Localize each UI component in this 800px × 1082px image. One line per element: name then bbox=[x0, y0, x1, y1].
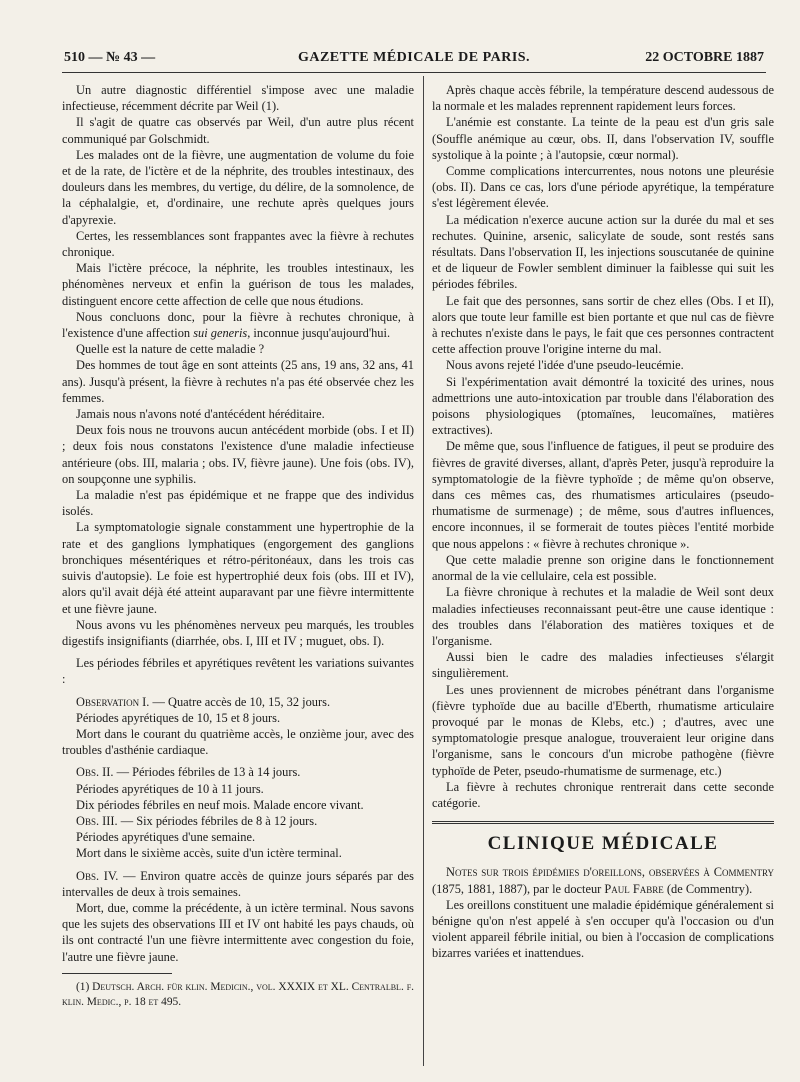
paragraph: Les périodes fébriles et apyrétiques revêtent les variations suivantes : bbox=[62, 656, 414, 687]
paragraph: Mort, due, comme la précédente, à un ictère terminal. Nous savons que les sujets des observations III et IV ont habité les pays chauds, où ils ont contracté l'un une fièvre intermittente avec congestion du foie, l'autre une fièvre jaune. bbox=[62, 900, 414, 964]
observation-label: Observation I. bbox=[76, 694, 150, 709]
paragraph: Nous avons rejeté l'idée d'une pseudo-leucémie. bbox=[446, 358, 684, 373]
text-run: (1875, 1881, 1887), par le docteur bbox=[432, 881, 605, 896]
paragraph: De même que, sous l'influence de fatigues, il peut se produire des fièvres de gravité diverses, allant, d'après Peter, jusqu'à reproduire la symptomatologie de la fièvre typhoïde ; de même qu'on observe, dans ces mêmes cas, des rhumatismes articulaires (pseudo-rhumatisme de surmenage) ; de même, sous d'autres influences, encore inconnues, il se formerait de toutes pièces l'entité morbide que nous appelons : « fièvre à rechutes chronique ». bbox=[432, 439, 774, 551]
page-header bbox=[62, 50, 766, 73]
text-run: Centralbl. f. klin. Medic., p. 18 et 495. bbox=[62, 980, 414, 1008]
paragraph: Aussi bien le cadre des maladies infectieuses s'élargit singulièrement. bbox=[432, 650, 774, 681]
text-run: , inconnue jusqu'aujourd'hui. bbox=[247, 326, 391, 341]
paragraph: Périodes apyrétiques d'une semaine. bbox=[76, 830, 256, 845]
paragraph: La fièvre à rechutes chronique rentrerait dans cette seconde catégorie. bbox=[432, 779, 774, 810]
paragraph: Deux fois nous ne trouvons aucun antécédent morbide (obs. I et II) ; deux fois nous constatons l'existence d'une maladie infectieuse antérieure (obs. III, malaria ; obs. IV, fièvre jaune). Une fois (obs. IV), on soupçonne une syphilis. bbox=[62, 423, 414, 486]
text-run: — Six périodes fébriles de 8 à 12 jours. bbox=[117, 813, 318, 828]
observation-label: Obs. II. bbox=[76, 765, 114, 780]
paragraph: Le fait que des personnes, sans sortir de chez elles (Obs. I et II), alors que toute leur famille est bien portante et que nul cas de fièvre à rechutes n'existe dans le pays, le fait que ces personnes contractent cette affection prouve l'origine interne du mal. bbox=[432, 293, 774, 357]
observation-4 bbox=[62, 868, 414, 900]
paragraph: Un autre diagnostic différentiel s'impose avec une maladie infectieuse, récemment décrite par Weil (1). bbox=[62, 83, 414, 114]
paragraph: La symptomatologie signale constamment une hypertrophie de la rate et des ganglions lymphatiques (engorgement des ganglions bronchiques mésentériques et rétro-péritonéaux, dans les trois cas suivis d'autopsie). Le foie est hypertrophié deux fois (obs. III et IV), alors qu'il avait déjà été atteint auparavant par une fièvre intermittente et une fièvre jaune. bbox=[62, 520, 414, 616]
paragraph: Mort dans le courant du quatrième accès, le onzième jour, avec des troubles d'asthénie cardiaque. bbox=[62, 726, 414, 758]
observation-2 bbox=[62, 764, 414, 780]
text-run: (1) Deutsch. Arch. für klin. Medicin., vol. XXXIX et XL. bbox=[76, 980, 352, 993]
paragraph: Des hommes de tout âge en sont atteints (25 ans, 19 ans, 32 ans, 41 ans). Jusqu'à présent, la fièvre à rechutes n'a pas été observée chez les femmes. bbox=[62, 358, 414, 405]
paragraph: L'anémie est constante. La teinte de la peau est d'un gris sale (Souffle anémique au cœur, obs. II, dans l'observation IV, souffle systolique à la pointe ; à l'autopsie, cœur normal). bbox=[432, 115, 774, 162]
text-run: (de Commentry). bbox=[663, 881, 753, 896]
footnote-rule bbox=[62, 973, 172, 974]
column-divider bbox=[423, 76, 424, 1066]
observation-3 bbox=[62, 813, 414, 829]
paragraph: Les malades ont de la fièvre, une augmentation de volume du foie et de la rate, de l'ictère et de la néphrite, des troubles intestinaux, des douleurs dans les membres, du vertige, du délire, de la somnolence, de la céphalalgie, et, d'ordinaire, une rechute après quelques jours d'apyrexie. bbox=[62, 147, 414, 227]
paragraph: Jamais nous n'avons noté d'antécédent héréditaire. bbox=[76, 407, 325, 422]
paragraph bbox=[62, 309, 414, 341]
paragraph: Quelle est la nature de cette maladie ? bbox=[76, 342, 265, 357]
text-run: — Quatre accès de 10, 15, 32 jours. bbox=[149, 694, 331, 709]
section-divider bbox=[432, 821, 774, 824]
page-number: 510 — № 43 — bbox=[64, 50, 156, 65]
paragraph: Nous avons vu les phénomènes nerveux peu marqués, les troubles digestifs insignifiants (diarrhée, obs. I, III et IV ; muguet, obs. I). bbox=[62, 617, 414, 648]
observation-1 bbox=[62, 694, 414, 710]
paragraph: Périodes apyrétiques de 10 à 11 jours. bbox=[76, 781, 264, 796]
paragraph: Périodes apyrétiques de 10, 15 et 8 jours. bbox=[76, 710, 281, 725]
text-run: Nous concluons donc, pour la fièvre à rechutes chronique, à l'existence d'une affection bbox=[62, 309, 414, 341]
paragraph: Mais l'ictère précoce, la néphrite, les troubles intestinaux, les phénomènes nerveux et enfin la guérison de tous les malades, distinguent encore cette affection de celle que nous étudions. bbox=[62, 261, 414, 308]
footnote bbox=[62, 980, 414, 1010]
author-name: Paul Fabre bbox=[604, 881, 664, 896]
right-column bbox=[432, 82, 774, 962]
observation-label: Obs. III. bbox=[76, 813, 118, 828]
article-subheading bbox=[432, 864, 774, 896]
paragraph: La médication n'exerce aucune action sur la durée du mal et ses rechutes. Quinine, arsenic, salicylate de soude, sont restés sans résultats. Dans l'observation II, les injections souscutanée de quinine et de liqueur de Fowler semblent diminuer la faiblesse qui suit les périodes fébriles. bbox=[432, 212, 774, 292]
paragraph: Les unes proviennent de microbes pénétrant dans l'organisme (fièvre typhoïde due au bacille d'Eberth, rhumatisme articulaire provoqué par le monas de Klebs, etc.) ; d'autres, avec une symptomatologie presque analogue, trouveraient leur origine dans l'organisme, sans le concours d'un microbe pathogène (fièvre typhoïde de Peter, pseudo-rhumatisme de surmenage, etc.) bbox=[432, 682, 774, 778]
paragraph: La fièvre chronique à rechutes et la maladie de Weil sont deux maladies infectieuses reconnaissant peut-être une cause identique : des troubles dans l'élaboration des matières toxiques et de l'organisme. bbox=[432, 585, 774, 648]
paragraph: Que cette maladie prenne son origine dans le fonctionnement anormal de la vie cellulaire, cela est possible. bbox=[432, 552, 774, 584]
observation-label: Obs. IV. bbox=[76, 868, 119, 883]
text-run: Notes sur trois épidémies d'oreillons, observées à Commentry bbox=[446, 865, 774, 880]
paragraph: Mort dans le sixième accès, suite d'un ictère terminal. bbox=[76, 846, 342, 861]
paragraph: La maladie n'est pas épidémique et ne frappe que des individus isolés. bbox=[62, 488, 414, 519]
left-column bbox=[62, 82, 414, 1010]
issue-date: 22 OCTOBRE 1887 bbox=[645, 50, 764, 65]
journal-title: GAZETTE MÉDICALE DE PARIS. bbox=[297, 50, 531, 65]
paragraph: Les oreillons constituent une maladie épidémique généralement si bénigne qu'on n'est appelé à s'en occuper qu'à l'occasion ou d'un violent appareil fébrile initial, ou bien à l'occasion de complications bizarres variées et inattendues. bbox=[432, 897, 774, 961]
paragraph: Certes, les ressemblances sont frappantes avec la fièvre à rechutes chronique. bbox=[62, 228, 414, 260]
paragraph: Après chaque accès fébrile, la température descend audessous de la normale et les malades reprennent rapidement leurs forces. bbox=[432, 83, 774, 114]
paragraph: Comme complications intercurrentes, nous notons une pleurésie (obs. II). Dans ce cas, lors d'une période apyrétique, la température s'est légèrement élevée. bbox=[432, 164, 774, 211]
paragraph: Il s'agit de quatre cas observés par Weil, d'un autre plus récent communiqué par Golschmidt. bbox=[62, 115, 414, 146]
text-run: — Périodes fébriles de 13 à 14 jours. bbox=[113, 765, 301, 780]
paragraph: Si l'expérimentation avait démontré la toxicité des urines, nous admettrions une auto-intoxication par trouble dans l'élaboration des poisons physiologiques (ptomaïnes, leucomaïnes, matières extractives). bbox=[432, 374, 774, 438]
paragraph: Dix périodes fébriles en neuf mois. Malade encore vivant. bbox=[76, 797, 364, 812]
italic-term: sui generis bbox=[193, 326, 248, 341]
section-title: CLINIQUE MÉDICALE bbox=[487, 833, 719, 855]
text-run: — Environ quatre accès de quinze jours séparés par des intervalles de deux à trois semaines. bbox=[62, 868, 414, 899]
